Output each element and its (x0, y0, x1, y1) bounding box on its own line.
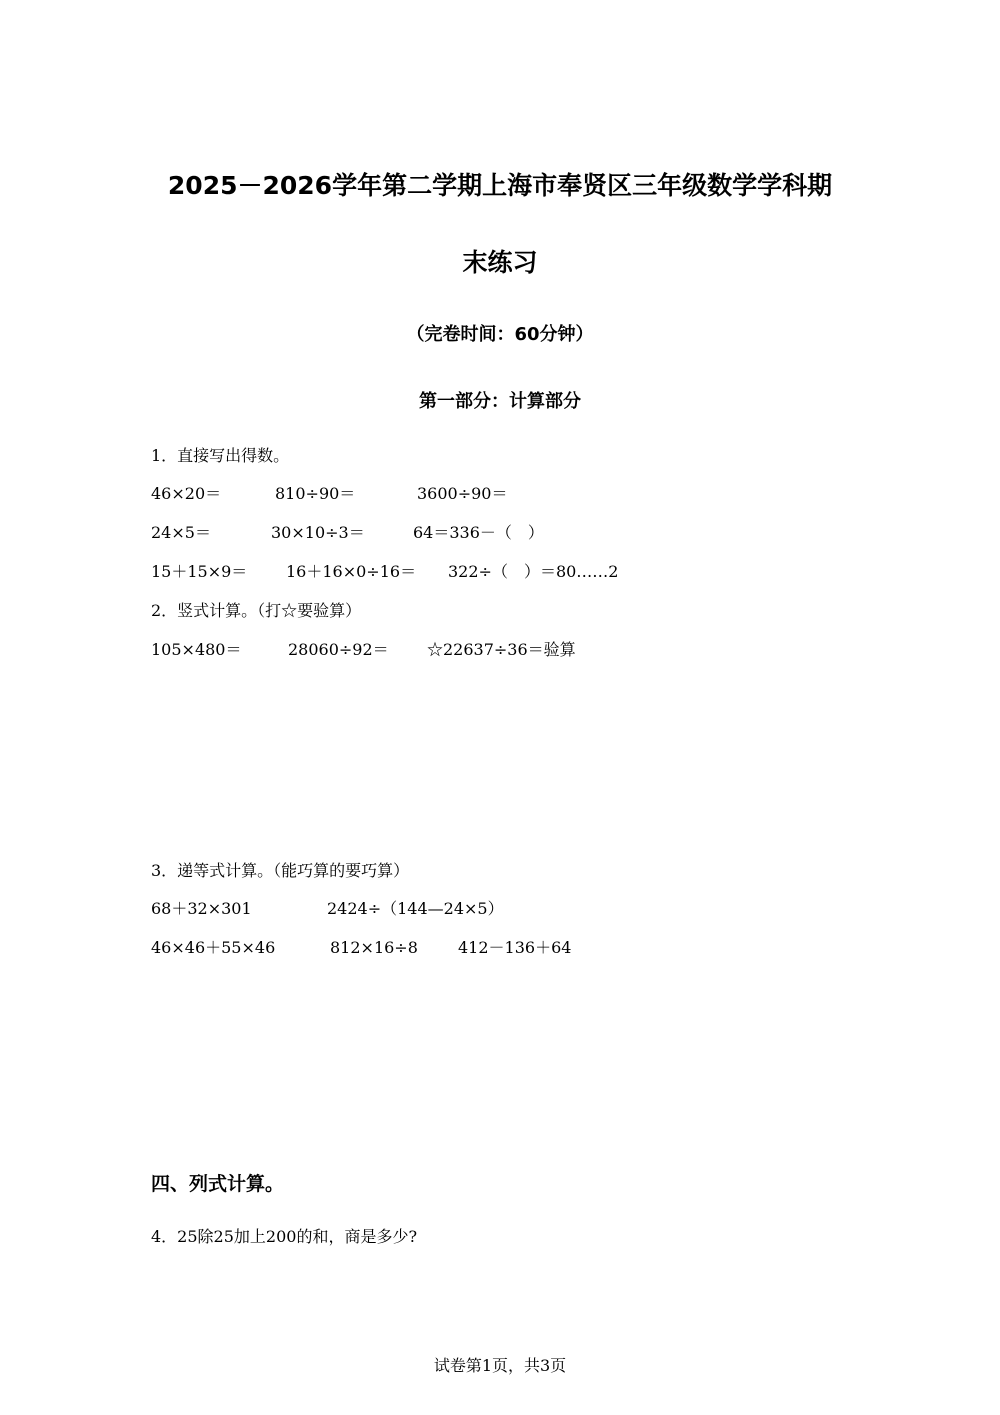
time-note: （完卷时间：60分钟） (406, 324, 594, 345)
q1-item: 46×20＝ (151, 484, 222, 503)
q3-item: 2424÷（144—24×5） (327, 899, 504, 918)
q1-item: 15＋15×9＝ (151, 562, 248, 581)
exam-title-line2: 末练习 (462, 248, 538, 277)
q1-item: 16＋16×0÷16＝ (286, 562, 417, 581)
q2-item: 28060÷92＝ (288, 640, 389, 659)
q1-item: 24×5＝ (151, 523, 211, 542)
q3-item: 412－136＋64 (458, 938, 572, 957)
q1-item: 322÷（ ）＝80……2 (448, 562, 619, 581)
q1-label: 1．直接写出得数。 (151, 446, 290, 465)
q1-item: 64＝336－（ ） (413, 523, 544, 542)
q1-item: 810÷90＝ (275, 484, 356, 503)
q3-label: 3．递等式计算。（能巧算的要巧算） (151, 861, 410, 880)
q1-item: 3600÷90＝ (417, 484, 508, 503)
q2-label: 2．竖式计算。（打☆要验算） (151, 601, 362, 620)
q2-item: 105×480＝ (151, 640, 242, 659)
q1-item: 30×10÷3＝ (271, 523, 365, 542)
page-footer: 试卷第1页，共3页 (433, 1356, 567, 1375)
part1-heading: 第一部分：计算部分 (419, 391, 581, 412)
q3-item: 68＋32×301 (151, 899, 252, 918)
exam-title-line1: 2025－2026学年第二学期上海市奉贤区三年级数学学科期 (167, 171, 833, 200)
section4-heading: 四、列式计算。 (151, 1173, 285, 1195)
q3-item: 812×16÷8 (330, 938, 418, 957)
q3-item: 46×46＋55×46 (151, 938, 276, 957)
q4-label: 4．25除25加上200的和，商是多少? (151, 1227, 418, 1246)
q2-item: ☆22637÷36＝验算 (427, 640, 576, 659)
